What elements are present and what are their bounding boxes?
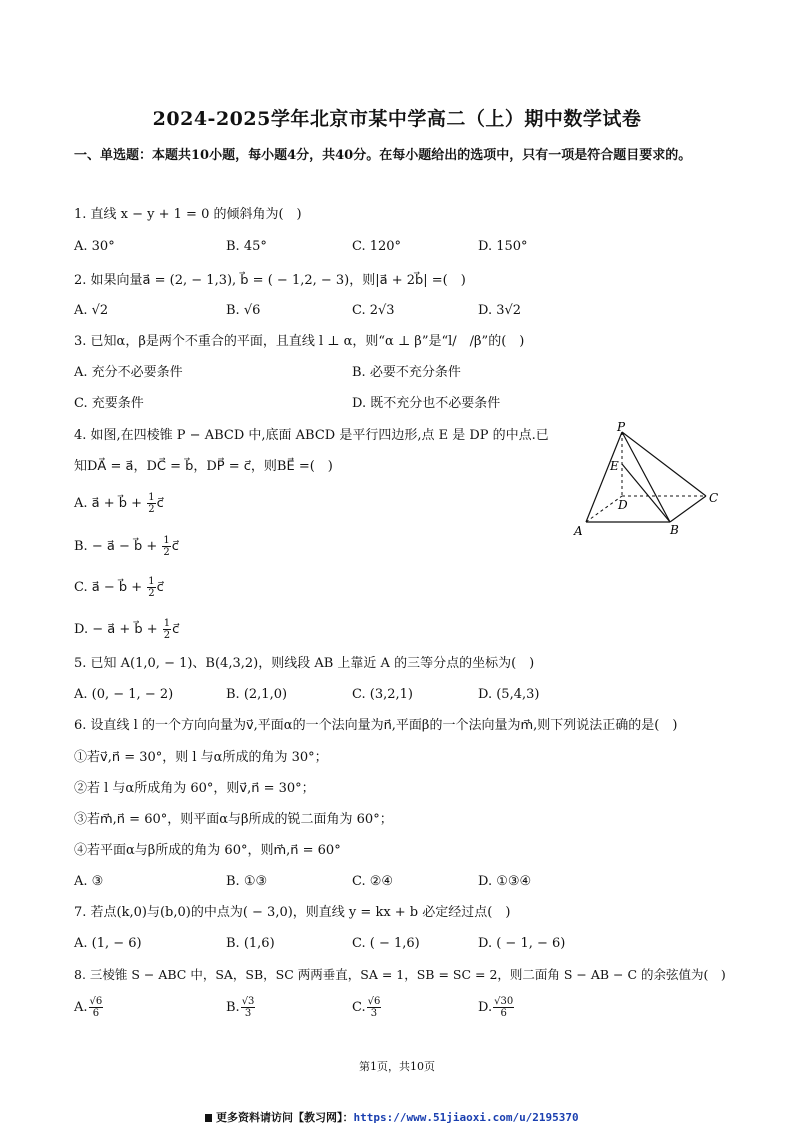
banner-link[interactable]: https://www.51jiaoxi.com/u/2195370: [353, 1111, 579, 1124]
q4-stem-line2: 知DA⃗ = a⃗，DC⃗ = b⃗，DP⃗ = c⃗，则BE⃗ =( ): [74, 459, 333, 474]
q3-stem: 3. 已知α，β是两个不重合的平面，且直线 l ⊥ α，则“α ⊥ β”是“l/ /β”的( ): [74, 334, 525, 349]
q8-option-c-label: C.: [352, 1000, 366, 1015]
fraction-numerator: 1: [148, 576, 155, 587]
edge-bc: [670, 496, 706, 522]
q6-stem: 6. 设直线 l 的一个方向向量为v⃗,平面α的一个法向量为n⃗,平面β的一个法向量为m⃗,则下列说法正确的是( ): [74, 718, 678, 733]
q4-option-a-text: A. a⃗ + b⃗ +: [74, 496, 143, 511]
segment-eb: [622, 464, 670, 522]
q1-option-a: A. 30°: [74, 239, 115, 254]
half-fraction: [147, 492, 155, 515]
edge-pc: [622, 432, 706, 496]
fraction-numerator: √30: [494, 996, 514, 1007]
q4-option-d: [74, 618, 179, 641]
page-title: 2024-2025学年北京市某中学高二（上）期中数学试卷: [152, 108, 642, 130]
fraction-numerator: √3: [241, 996, 255, 1007]
q6-option-a: A. ③: [74, 874, 104, 889]
q4-stem-line1: 4. 如图,在四棱锥 P − ABCD 中,底面 ABCD 是平行四边形,点 E 是 DP 的中点.已: [74, 428, 549, 443]
q8-option-a: [74, 996, 104, 1019]
q1-option-b: B. 45°: [226, 239, 267, 254]
q8-option-b: [226, 996, 256, 1019]
fraction-denominator: 2: [163, 547, 170, 558]
q6-option-b: B. ①③: [226, 874, 268, 889]
q8-stem: 8. 三棱锥 S − ABC 中，SA，SB，SC 两两垂直，SA = 1，SB = SC = 2，则二面角 S − AB − C 的余弦值为( ): [74, 967, 726, 982]
q6-statement-1: ①若v⃗,n⃗ = 30°，则 l 与α所成的角为 30°；: [74, 750, 328, 765]
edge-pa: [586, 432, 622, 522]
q1-stem: 1. 直线 x − y + 1 = 0 的倾斜角为( ): [74, 207, 302, 222]
q2-stem: 2. 如果向量a⃗ = (2, − 1,3), b⃗ = ( − 1,2, − 3)，则|a⃗ + 2b⃗| =( ): [74, 273, 466, 288]
fraction-denominator: 6: [500, 1008, 507, 1019]
fraction-numerator: 1: [148, 492, 155, 503]
q5-option-b: B. (2,1,0): [226, 687, 288, 702]
q7-option-b: B. (1,6): [226, 936, 275, 951]
q4-option-c: [74, 576, 164, 599]
fraction-numerator: √6: [89, 996, 103, 1007]
page-footer: 第1页，共10页: [359, 1060, 435, 1073]
q3-option-c: C. 充要条件: [74, 396, 144, 411]
q4-option-a: [74, 492, 164, 515]
q7-option-d: D. ( − 1, − 6): [478, 936, 566, 951]
label-e: E: [610, 459, 619, 473]
q7-option-a: A. (1, − 6): [74, 936, 142, 951]
vector-c: c⃗: [172, 622, 180, 637]
half-fraction: [147, 576, 155, 599]
q2-option-a: A. √2: [74, 303, 109, 318]
q8-option-b-label: B.: [226, 1000, 240, 1015]
fraction-denominator: 6: [92, 1008, 100, 1019]
label-p: P: [617, 422, 626, 434]
q6-statement-2: ②若 l 与α所成角为 60°，则v⃗,n⃗ = 30°；: [74, 781, 315, 796]
q2-option-d: D. 3√2: [478, 303, 522, 318]
fraction-denominator: 2: [148, 504, 155, 515]
q6-option-d: D. ①③④: [478, 874, 532, 889]
q8-option-c: [352, 996, 382, 1019]
fraction-numerator: √6: [367, 996, 381, 1007]
fraction-denominator: 3: [244, 1008, 252, 1019]
q8-option-d: [478, 996, 515, 1019]
q4-option-d-text: D. − a⃗ + b⃗ +: [74, 622, 158, 637]
vector-c: c⃗: [156, 580, 164, 595]
q1-option-d: D. 150°: [478, 239, 528, 254]
q4-option-b: [74, 535, 179, 558]
q6-statement-4: ④若平面α与β所成的角为 60°，则m⃗,n⃗ = 60°: [74, 843, 341, 858]
q8-option-d-label: D.: [478, 1000, 493, 1015]
label-b: B: [670, 523, 679, 537]
vector-c: c⃗: [156, 496, 164, 511]
q3-option-d: D. 既不充分也不必要条件: [352, 396, 501, 411]
half-fraction: [162, 535, 170, 558]
q4-option-b-text: B. − a⃗ − b⃗ +: [74, 539, 158, 554]
q7-option-c: C. ( − 1,6): [352, 936, 420, 951]
q6-statement-3: ③若m⃗,n⃗ = 60°，则平面α与β所成的锐二面角为 60°；: [74, 812, 393, 827]
pyramid-figure: [570, 422, 730, 542]
fraction-denominator: 2: [163, 630, 171, 641]
q5-stem: 5. 已知 A(1,0, − 1)、B(4,3,2)，则线段 AB 上靠近 A 的三等分点的坐标为( ): [74, 656, 535, 671]
q2-option-c: C. 2√3: [352, 303, 395, 318]
q5-option-a: A. (0, − 1, − 2): [74, 687, 174, 702]
q3-option-b: B. 必要不充分条件: [352, 365, 461, 380]
vector-c: c⃗: [171, 539, 179, 554]
fraction-denominator: 3: [370, 1008, 378, 1019]
q5-option-d: D. (5,4,3): [478, 687, 540, 702]
resource-banner: [205, 1109, 579, 1125]
q7-stem: 7. 若点(k,0)与(b,0)的中点为( − 3,0)，则直线 y = kx + b 必定经过点( ): [74, 905, 511, 920]
q4-option-c-text: C. a⃗ − b⃗ +: [74, 580, 143, 595]
q2-option-b: B. √6: [226, 303, 261, 318]
q5-option-c: C. (3,2,1): [352, 687, 413, 702]
label-d: D: [618, 498, 628, 512]
q3-option-a: A. 充分不必要条件: [74, 365, 183, 380]
half-fraction: [163, 618, 171, 641]
flag-icon: [205, 1114, 212, 1122]
fraction-denominator: 2: [148, 588, 155, 599]
q6-option-c: C. ②④: [352, 874, 394, 889]
q8-option-a-label: A.: [74, 1000, 88, 1015]
edge-pb: [622, 432, 670, 522]
fraction-numerator: 1: [163, 618, 171, 629]
label-a: A: [574, 524, 583, 538]
q1-option-c: C. 120°: [352, 239, 402, 254]
banner-text: 更多资料请访问【教习网】：: [216, 1111, 354, 1124]
label-c: C: [709, 491, 719, 505]
fraction-numerator: 1: [163, 535, 170, 546]
section-heading: 一、单选题：本题共10小题，每小题4分，共40分。在每小题给出的选项中，只有一项是符合题目要求的。: [74, 148, 692, 163]
